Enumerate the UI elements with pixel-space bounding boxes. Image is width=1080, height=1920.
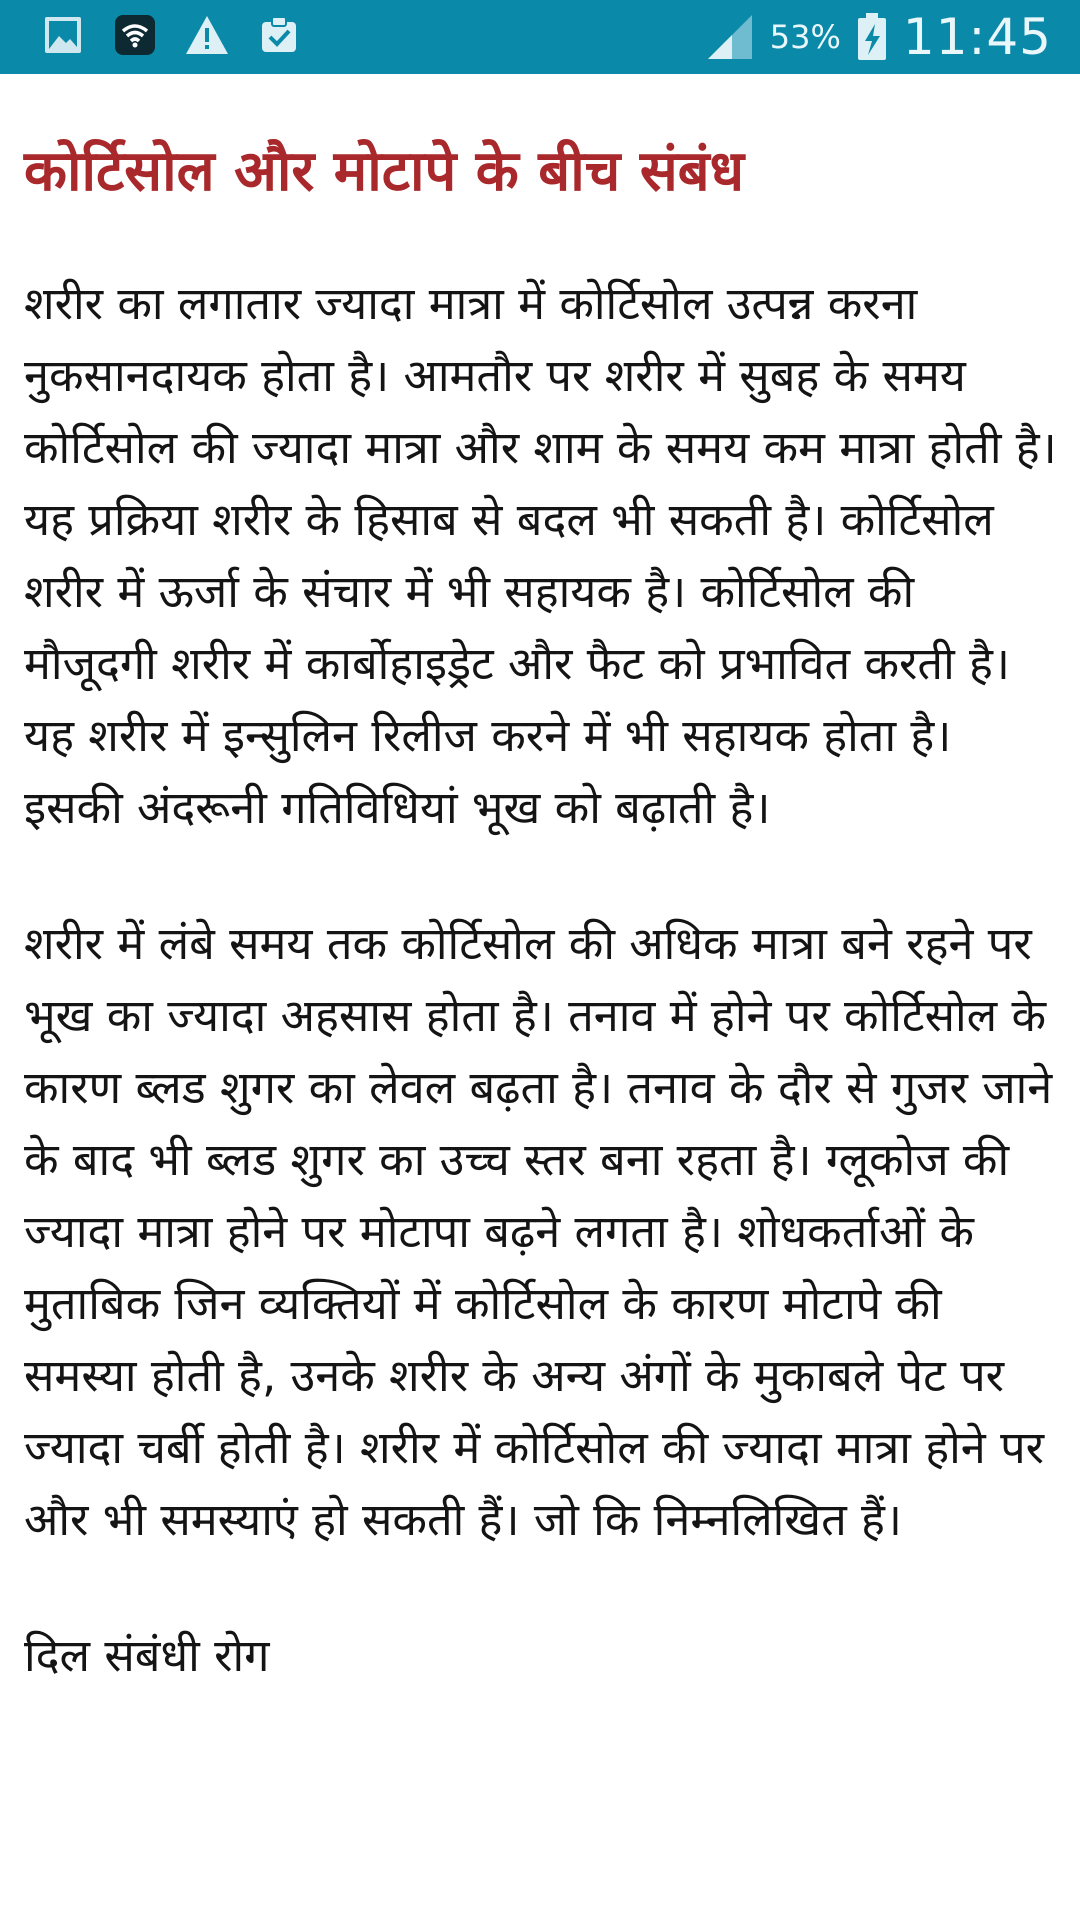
system-status <box>704 0 1052 74</box>
article-title: कोर्टिसोल और मोटापे के बीच संबंध <box>24 139 745 204</box>
wifi-icon <box>112 12 158 58</box>
clipboard-check-icon <box>256 12 302 58</box>
status-bar <box>0 0 1080 74</box>
status-clock: 11:45 <box>902 8 1052 66</box>
warning-icon <box>184 12 230 58</box>
battery-percentage: 53% <box>769 18 841 56</box>
battery-charging-icon <box>855 12 889 62</box>
article-paragraph-1: शरीर का लगातार ज्यादा मात्रा में कोर्टिसोल उत्पन्न करना नुकसानदायक होता है। आमतौर पर शरीर में सुबह के समय कोर्टिसोल की ज्यादा मात्रा और शाम के समय कम मात्रा होती है। यह प्रक्रिया शरीर के हिसाब से बदल भी सकती है। कोर्टिसोल शरीर में ऊर्जा के संचार में भी सहायक है। कोर्टिसोल की मौजूदगी शरीर में कार्बोहाइड्रेट और फैट को प्रभावित करती है। यह शरीर में इन्सुलिन रिलीज करने में भी सहायक होता है। इसकी अंदरूनी गतिविधियां भूख को बढ़ाती है। <box>24 277 1057 834</box>
article-paragraph-2: शरीर में लंबे समय तक कोर्टिसोल की अधिक मात्रा बने रहने पर भूख का ज्यादा अहसास होता है। तनाव में होने पर कोर्टिसोल के कारण ब्लड शुगर का लेवल बढ़ता है। तनाव के दौर से गुजर जाने के बाद भी ब्लड शुगर का उच्च स्तर बना रहता है। ग्लूकोज की ज्यादा मात्रा होने पर मोटापा बढ़ने लगता है। शोधकर्ताओं के मुताबिक जिन व्यक्तियों में कोर्टिसोल के कारण मोटापे की समस्या होती है, उनके शरीर के अन्य अंगों के मुकाबले पेट पर ज्यादा चर्बी होती है। शरीर में कोर्टिसोल की ज्यादा मात्रा होने पर और भी समस्याएं हो सकती हैं। जो कि निम्नलिखित हैं। <box>24 917 1053 1546</box>
signal-icon <box>704 13 756 61</box>
notification-icons <box>40 12 302 58</box>
article-content <box>24 132 1060 1692</box>
list-heading-heart-disease: दिल संबंधी रोग <box>24 1629 270 1682</box>
gallery-icon <box>40 12 86 58</box>
